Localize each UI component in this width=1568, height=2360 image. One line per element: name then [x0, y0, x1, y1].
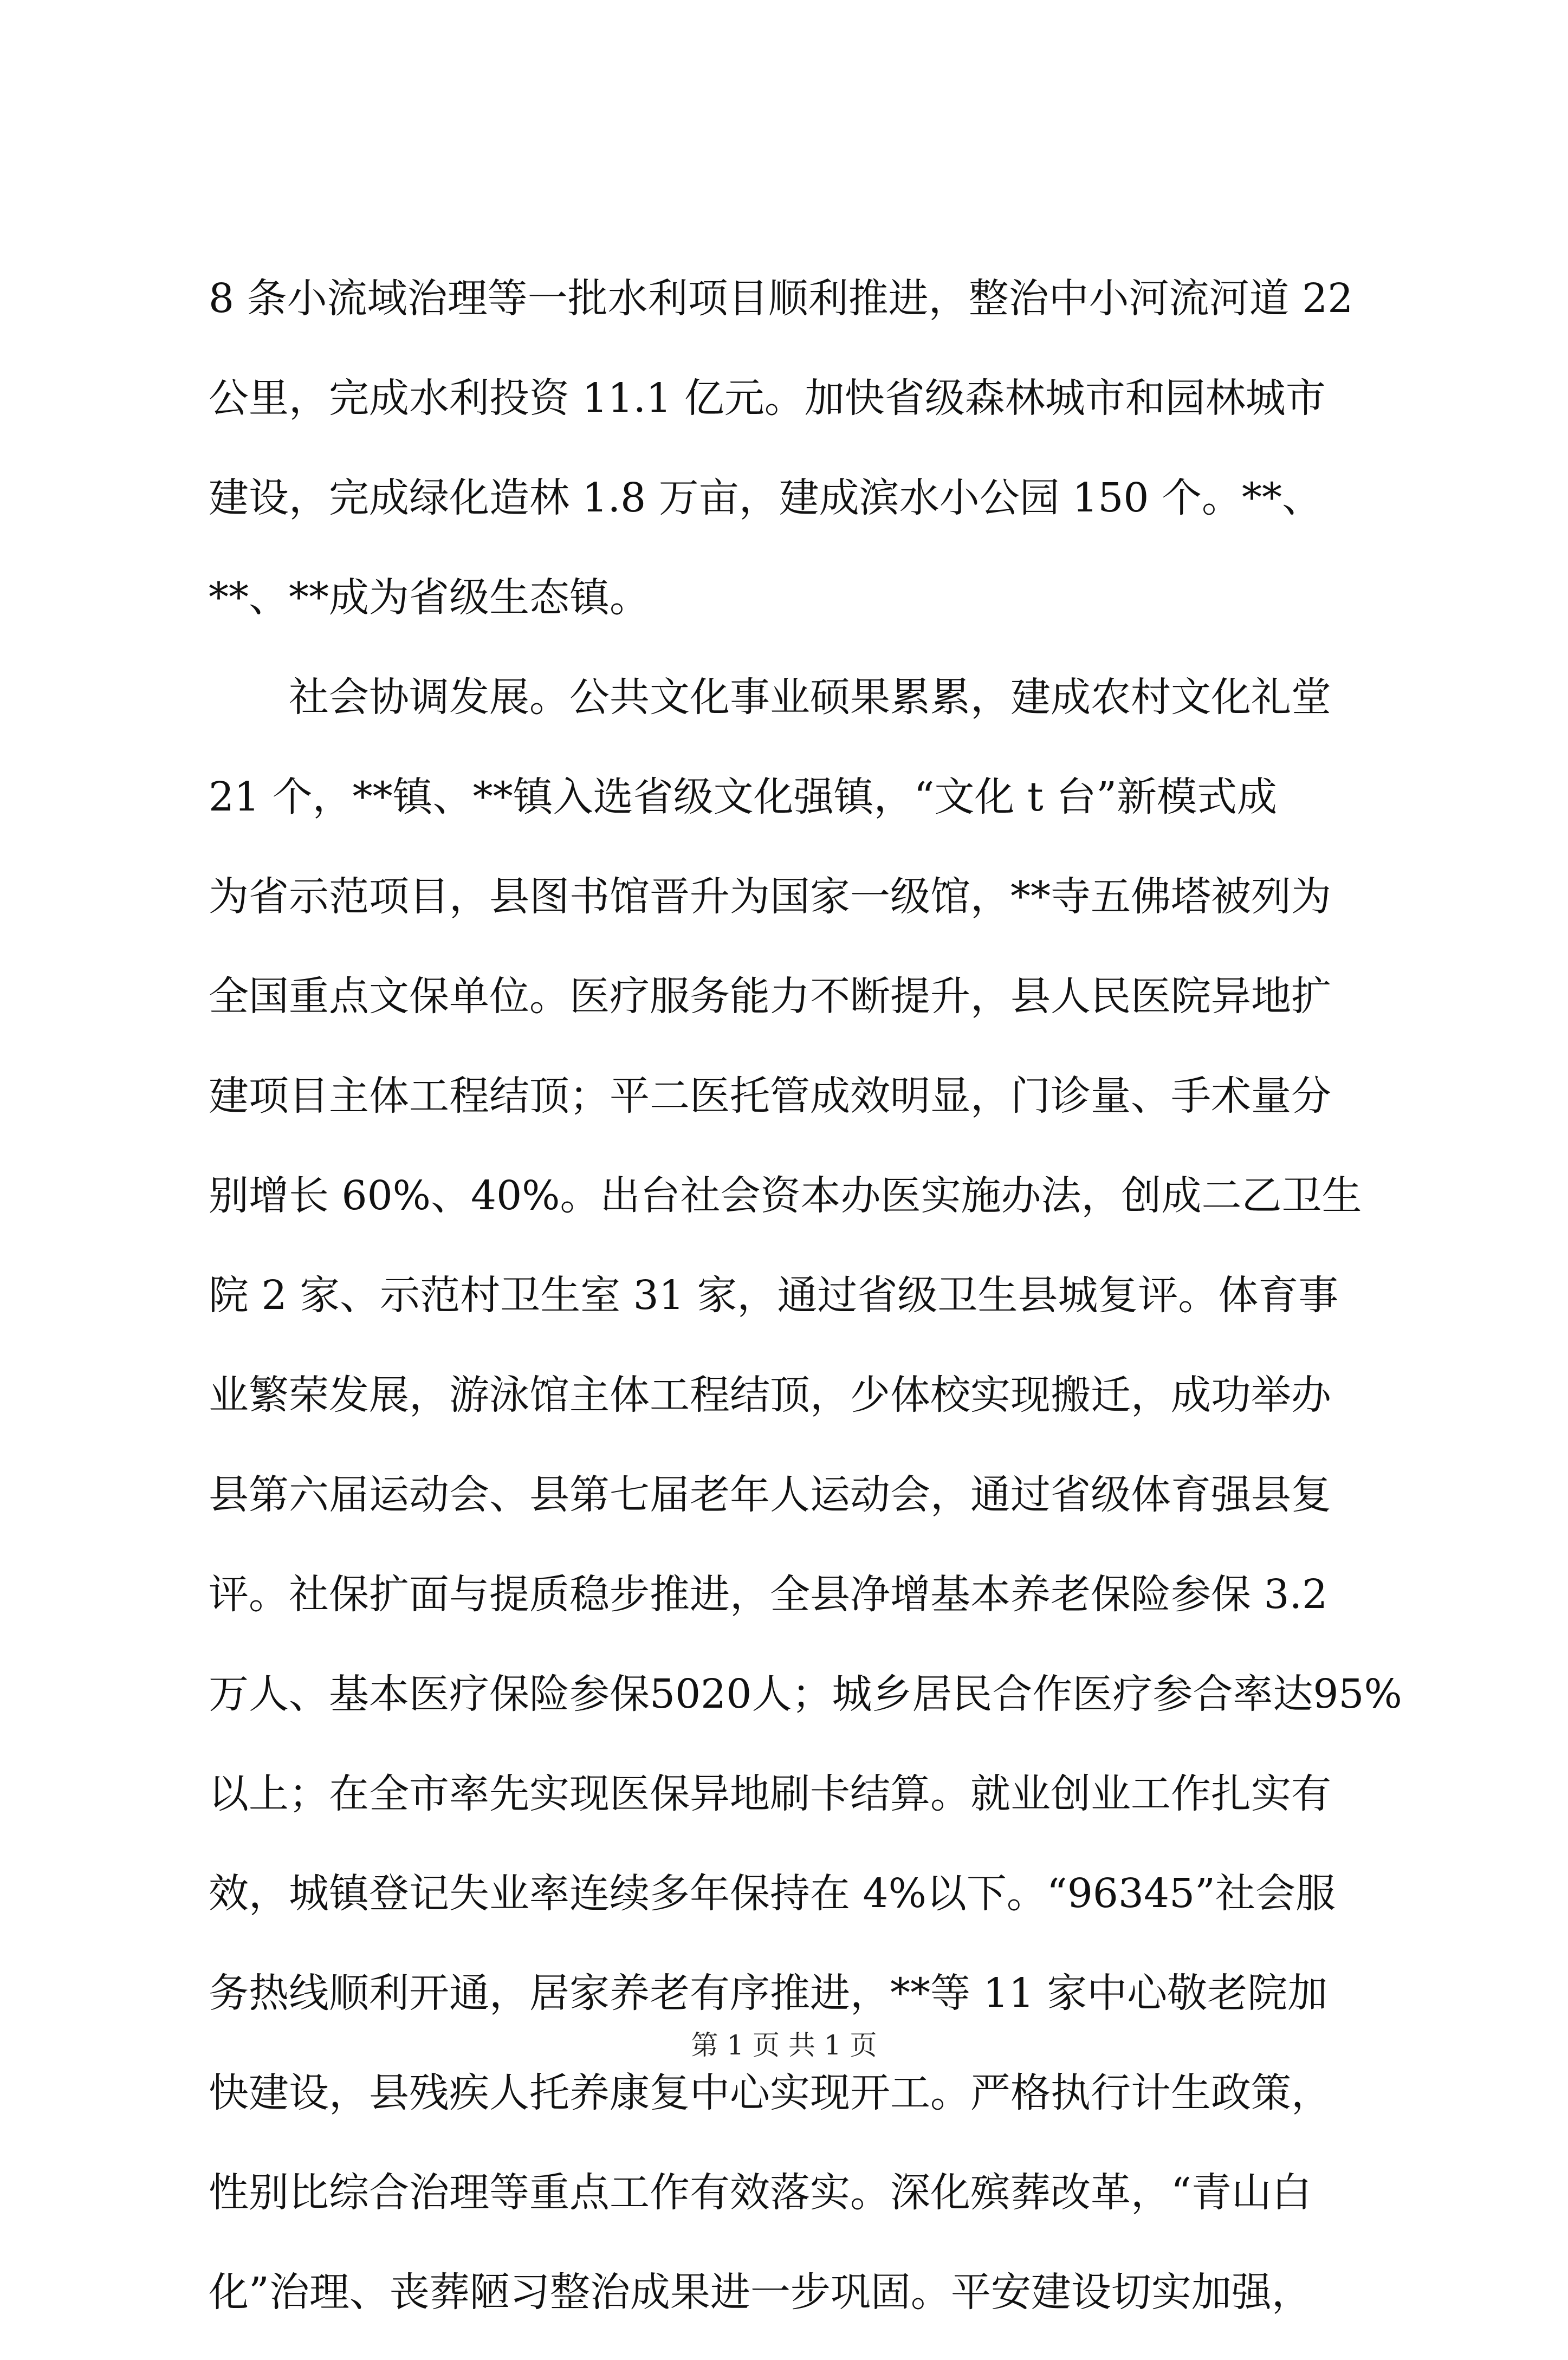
paragraph-start-line: 社会协调发展。公共文化事业硕果累累，建成农村文化礼堂 [289, 674, 1331, 721]
text-line: **、**成为省级生态镇。 [209, 574, 650, 621]
text-line: 县第六届运动会、县第七届老年人运动会，通过省级体育强县复 [209, 1471, 1331, 1518]
text-line: 化”治理、丧葬陋习整治成果进一步巩固。平安建设切实加强， [209, 2269, 1312, 2316]
text-line: 性别比综合治理等重点工作有效落实。深化殡葬改革，“青山白 [209, 2169, 1312, 2216]
text-line: 效，城镇登记失业率连续多年保持在 4%以下。“96345”社会服 [209, 1870, 1336, 1917]
page-footer: 第 1 页 共 1 页 [691, 2030, 877, 2061]
text-line: 万人、基本医疗保险参保5020人；城乡居民合作医疗参合率达95% [209, 1671, 1402, 1717]
text-line: 8 条小流域治理等一批水利项目顺利推进，整治中小河流河道 22 [209, 275, 1353, 322]
text-line: 21 个，**镇、**镇入选省级文化强镇，“文化 t 台”新模式成 [209, 774, 1278, 820]
text-line: 业繁荣发展，游泳馆主体工程结顶，少体校实现搬迁，成功举办 [209, 1372, 1331, 1418]
text-line: 快建设，县残疾人托养康复中心实现开工。严格执行计生政策， [209, 2070, 1331, 2116]
text-line: 评。社保扩面与提质稳步推进，全县净增基本养老保险参保 3.2 [209, 1571, 1328, 1618]
text-line: 公里，完成水利投资 11.1 亿元。加快省级森林城市和园林城市 [209, 375, 1326, 422]
text-line: 全国重点文保单位。医疗服务能力不断提升，县人民医院异地扩 [209, 973, 1331, 1020]
text-line: 以上；在全市率先实现医保异地刷卡结算。就业创业工作扎实有 [209, 1771, 1331, 1817]
text-line: 建设，完成绿化造林 1.8 万亩，建成滨水小公园 150 个。**、 [209, 475, 1323, 521]
text-line: 建项目主体工程结顶；平二医托管成效明显，门诊量、手术量分 [209, 1073, 1331, 1119]
text-line: 为省示范项目，县图书馆晋升为国家一级馆，**寺五佛塔被列为 [209, 873, 1331, 920]
text-line: 别增长 60%、40%。出台社会资本办医实施办法，创成二乙卫生 [209, 1172, 1362, 1219]
text-line: 院 2 家、示范村卫生室 31 家，通过省级卫生县城复评。体育事 [209, 1272, 1339, 1319]
text-line: 务热线顺利开通，居家养老有序推进，**等 11 家中心敬老院加 [209, 1970, 1328, 2017]
